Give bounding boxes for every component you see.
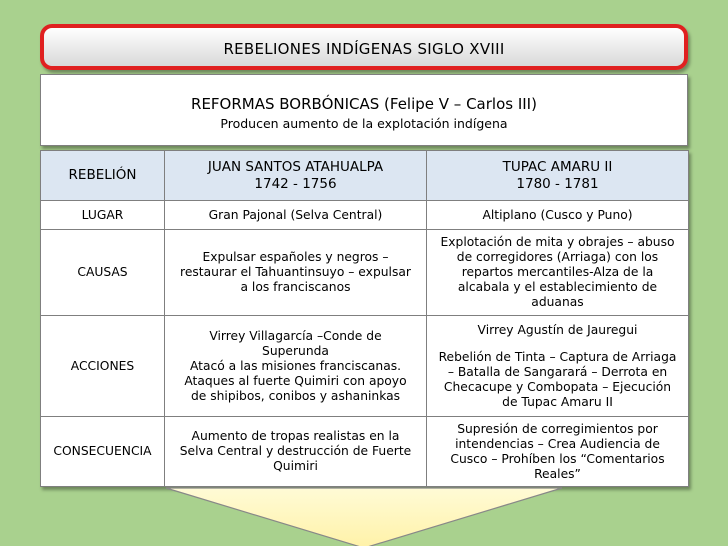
cell-line: Supresión de corregimientos por (457, 421, 658, 436)
row-label-causas: CAUSAS (41, 230, 165, 316)
cell-acciones-tupac-amaru (427, 316, 689, 417)
table-row-acciones (41, 316, 689, 417)
cell-consecuencia-juan-santos (165, 417, 427, 487)
title-banner (40, 24, 688, 70)
cell-line: de corregidores (Arriaga) con los (456, 250, 659, 264)
row-label-acciones: ACCIONES (41, 316, 165, 417)
cell-line: a los franciscanos (240, 280, 351, 294)
cell-line: Checacupe y Combopata – Ejecución (443, 379, 672, 394)
cell-line: Virrey Villagarcía –Conde de (209, 328, 382, 343)
table-header-row (41, 151, 689, 201)
down-arrow-icon (164, 486, 564, 546)
cell-line: Altiplano (Cusco y Puno) (482, 207, 633, 222)
rebellion-years: 1742 - 1756 (254, 175, 337, 192)
cell-lugar-juan-santos (165, 201, 427, 230)
cell-line: Atacó a las misiones franciscanas. (189, 358, 402, 373)
cell-line: Rebelión de Tinta – Captura de Arriaga (438, 349, 677, 364)
cell-consecuencia-tupac-amaru (427, 417, 689, 487)
reforms-subtitle: Producen aumento de la explotación indígena (220, 116, 508, 131)
cell-line: repartos mercantiles-Alza de la (461, 265, 654, 279)
rebellion-name: JUAN SANTOS ATAHUALPA (207, 158, 384, 175)
row-label-lugar: LUGAR (41, 201, 165, 230)
cell-line: Selva Central y destrucción de Fuerte (179, 444, 412, 458)
cell-line (431, 338, 684, 350)
cell-causas-juan-santos (165, 230, 427, 316)
cell-line: aduanas (531, 295, 584, 309)
cell-line: Cusco – Prohíben los “Comentarios (450, 451, 665, 466)
cell-line: Explotación de mita y obrajes – abuso (440, 235, 675, 249)
cell-line: de shipibos, conibos y ashaninkas (190, 388, 401, 403)
cell-line: restaurar el Tahuantinsuyo – expulsar (180, 265, 411, 279)
cell-line: Aumento de tropas realistas en la (191, 429, 400, 443)
rebellion-years: 1780 - 1781 (516, 175, 599, 192)
cell-lugar-tupac-amaru (427, 201, 689, 230)
cell-line: Gran Pajonal (Selva Central) (208, 207, 383, 222)
cell-line: – Batalla de Sangarará – Derrota en (447, 364, 668, 379)
rebellions-table (40, 150, 689, 487)
rebellion-column-header: REBELIÓN (41, 151, 165, 201)
rebellion-name: TUPAC AMARU II (502, 158, 613, 175)
cell-line: Reales” (534, 466, 581, 481)
cell-line: Superunda (262, 343, 329, 358)
table-row-lugar (41, 201, 689, 230)
page-title: REBELIONES INDÍGENAS SIGLO XVIII (223, 40, 505, 58)
table-row-causas (41, 230, 689, 316)
reforms-title: REFORMAS BORBÓNICAS (Felipe V – Carlos III) (191, 95, 537, 113)
rebellion-header-juan-santos (165, 151, 427, 201)
cell-line: Expulsar españoles y negros – (202, 250, 389, 264)
cell-line: Ataques al fuerte Quimiri con apoyo (184, 373, 407, 388)
cell-line: Quimiri (273, 459, 318, 473)
cell-causas-tupac-amaru (427, 230, 689, 316)
table-row-consecuencia (41, 417, 689, 487)
cell-line: de Tupac Amaru II (502, 394, 613, 409)
cell-line: alcabala y el establecimiento de (457, 280, 658, 294)
rebellion-header-tupac-amaru (427, 151, 689, 201)
cell-acciones-juan-santos (165, 316, 427, 417)
row-label-consecuencia: CONSECUENCIA (41, 417, 165, 487)
cell-line: intendencias – Crea Audiencia de (455, 436, 660, 451)
cell-line: Virrey Agustín de Jauregui (477, 322, 638, 337)
reforms-box (40, 74, 688, 146)
